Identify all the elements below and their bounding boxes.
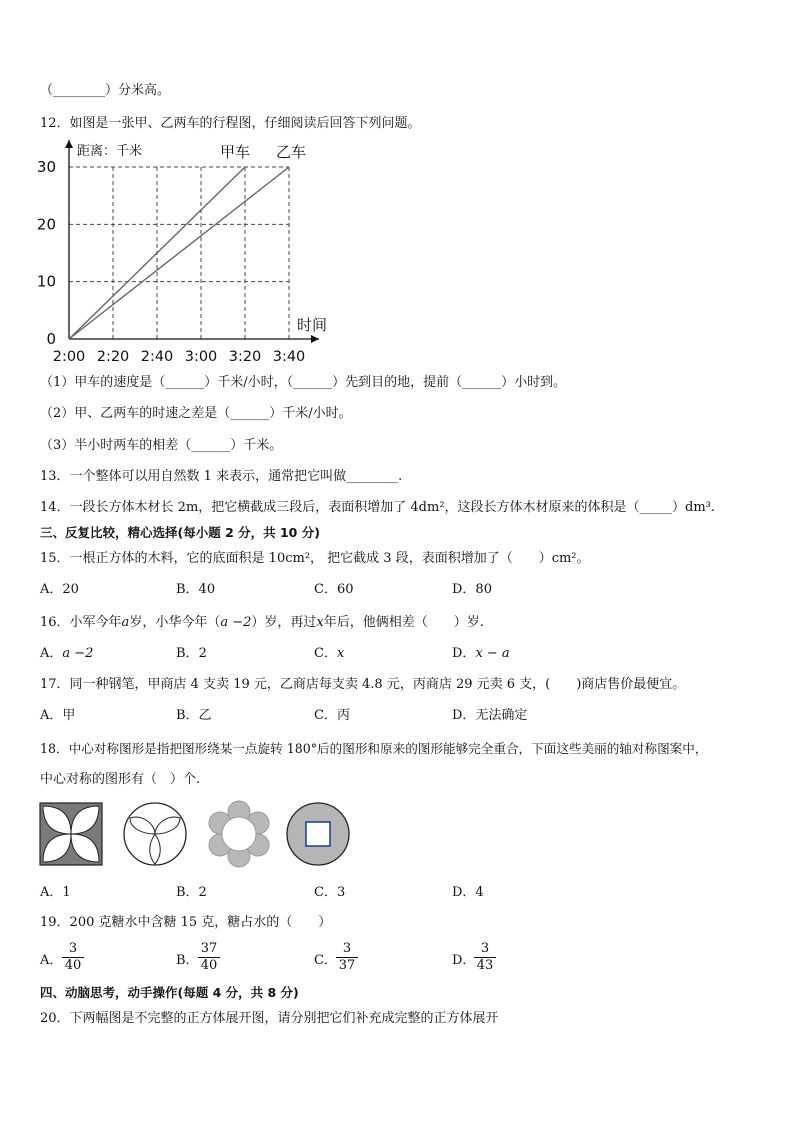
q16-option-c: C．x (314, 646, 345, 661)
q17-option-d: D．无法确定 (452, 708, 528, 723)
x-tick-label: 3:40 (272, 349, 306, 365)
x-tick-label: 2:00 (52, 349, 86, 365)
q16-stem (40, 614, 484, 632)
q19-stem: 19．200 克糖水中含糖 15 克，糖占水的（ ） (40, 915, 332, 930)
series-line-1 (69, 167, 245, 339)
q15-stem: 15．一根正方体的木料，它的底面积是 10cm²， 把它截成 3 段，表面积增加了（ ）cm²。 (40, 551, 590, 566)
section4-heading: 四、动脑思考，动手操作(每题 4 分，共 8 分) (40, 985, 299, 1000)
q18-stem-line2: 中心对称的图形有（ ）个. (40, 772, 201, 787)
y-tick-label: 0 (46, 330, 56, 348)
q12-stem: 12．如图是一张甲、乙两车的行程图，仔细阅读后回答下列问题。 (40, 116, 421, 131)
q19-option-b-label: B． (176, 953, 199, 968)
q12-sub3: （3）半小时两车的相差（______）千米。 (40, 438, 283, 453)
y-tick-label: 20 (36, 215, 56, 234)
x-tick-label: 2:40 (140, 349, 174, 365)
q19-option-c-fraction: $\frac{3}{37}$ (336, 941, 358, 974)
q17-option-c: C．丙 (314, 708, 350, 723)
q18-option-b: B．2 (176, 885, 207, 900)
q16-option-d: D．x − a (452, 646, 510, 661)
q15-option-d: D．80 (452, 582, 492, 597)
x-axis-arrow (311, 335, 319, 343)
q19-option-b-fraction: $\frac{37}{40}$ (198, 941, 220, 974)
x-axis-label: 时间 (297, 316, 328, 334)
q19-option-a-fraction: $\frac{3}{40}$ (62, 941, 84, 974)
coin-figure (287, 803, 349, 865)
q18-figures (38, 800, 368, 870)
y-tick-label: 30 (36, 158, 56, 176)
q17-option-b: B．乙 (176, 708, 212, 723)
q16-stem-part-a: 16．小军今年 (40, 615, 122, 630)
q16-stem-part-c: ）岁，再过 (251, 615, 317, 630)
q18-option-c: C．3 (314, 885, 346, 900)
flower-figure (209, 801, 269, 867)
x-tick-label: 3:00 (184, 349, 218, 365)
top-line: （________）分米高。 (40, 83, 171, 98)
q16-var-a: a (121, 615, 130, 630)
q16-option-b: B．2 (176, 646, 207, 661)
q12-travel-chart (30, 138, 330, 370)
q19-option-d-label: D． (452, 953, 476, 968)
series-label-2: 乙车 (275, 143, 307, 161)
q13: 13．一个整体可以用自然数 1 来表示，通常把它叫做________. (40, 469, 403, 484)
q14: 14．一段长方体木材长 2m，把它横截成三段后，表面积增加了 4dm²，这段长方体木材原来的体积是（_____）dm³. (40, 500, 716, 515)
y-tick-label: 10 (36, 272, 56, 291)
q18-option-d: D．4 (452, 885, 484, 900)
q15-option-c: C．60 (314, 582, 354, 597)
q17-stem: 17．同一种钢笔，甲商店 4 支卖 19 元，乙商店每支卖 4.8 元，丙商店 29 元卖 6 支，( )商店售价最便宜。 (40, 677, 686, 692)
q16-stem-part-d: 年后，他俩相差（ ）岁. (323, 615, 484, 630)
section3-heading: 三、反复比较，精心选择(每小题 2 分，共 10 分) (40, 525, 320, 540)
q12-sub2: （2）甲、乙两车的时速之差是（______）千米/小时。 (40, 406, 352, 421)
q16-var-x: x (316, 615, 324, 630)
square-petal-figure (40, 803, 102, 865)
x-tick-label: 2:20 (96, 349, 130, 365)
q20: 20．下两幅图是不完整的正方体展开图，请分别把它们补充成完整的正方体展开 (40, 1011, 499, 1026)
y-axis-label: 距离：千米 (77, 144, 143, 159)
q16-expr: a −2 (220, 615, 252, 630)
series-label-1: 甲车 (219, 143, 251, 161)
q17-option-a: A．甲 (40, 708, 76, 723)
q18-stem-line1: 18．中心对称图形是指把图形绕某一点旋转 180°后的图形和原来的图形能够完全重合，下面这些美丽的轴对称图案中， (40, 741, 708, 756)
q12-sub1: （1）甲车的速度是（______）千米/小时，（______）先到目的地，提前（______）小时到。 (40, 375, 567, 390)
q15-option-b: B．40 (176, 582, 216, 597)
q16-option-a: A．a −2 (40, 646, 94, 661)
circle-trefoil-figure (124, 803, 186, 865)
x-tick-label: 3:20 (228, 349, 262, 365)
y-axis-arrow (65, 140, 73, 148)
q19-option-c-label: C． (314, 953, 337, 968)
q19-option-a-label: A． (40, 953, 63, 968)
q19-option-d-fraction: $\frac{3}{43}$ (474, 941, 496, 974)
q18-option-a: A．1 (40, 885, 71, 900)
series-line-2 (69, 167, 289, 339)
q15-option-a: A．20 (40, 582, 79, 597)
q16-stem-part-b: 岁，小华今年（ (129, 615, 221, 630)
